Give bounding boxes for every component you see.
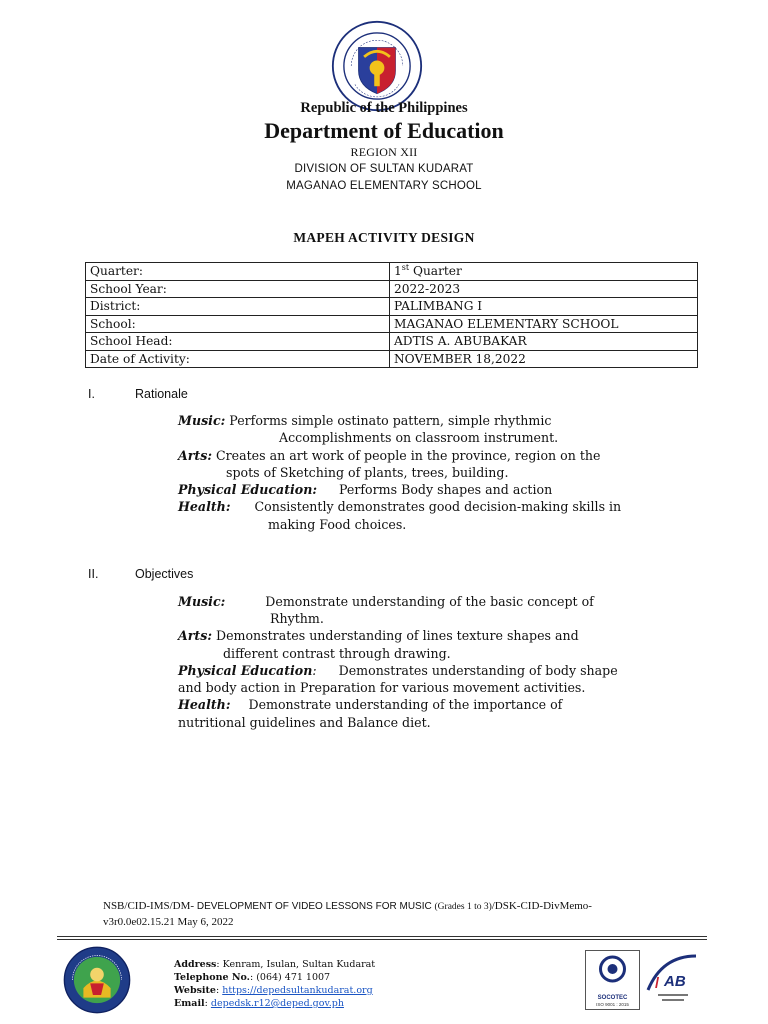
- iab-accreditation-logo: [642, 950, 702, 1008]
- rationale-pe: Physical Education: Performs Body shapes and action: [178, 482, 553, 497]
- info-value: 1st Quarter: [390, 263, 698, 281]
- svg-text:AB: AB: [664, 973, 686, 990]
- section-number: I.: [88, 387, 95, 401]
- objectives-arts-cont: different contrast through drawing.: [223, 646, 451, 661]
- rationale-arts: Arts: Creates an art work of people in the province, region on the: [178, 448, 601, 463]
- table-row: [86, 315, 698, 333]
- objectives-pe-cont: and body action in Preparation for various movement activities.: [178, 680, 586, 695]
- info-value: PALIMBANG I: [390, 298, 698, 316]
- objectives-pe: Physical Education: Demonstrates understanding of body shape: [178, 663, 618, 678]
- info-label: Quarter:: [86, 263, 390, 281]
- section-number: II.: [88, 567, 99, 581]
- objectives-music-cont: Rhythm.: [270, 611, 324, 626]
- rationale-health: Health: Consistently demonstrates good decision-making skills in: [178, 499, 622, 514]
- objectives-health: Health: Demonstrate understanding of the importance of: [178, 697, 563, 712]
- footer-divider: [57, 936, 707, 937]
- rationale-arts-cont: spots of Sketching of plants, trees, building.: [226, 465, 509, 480]
- objectives-arts: Arts: Demonstrates understanding of lines texture shapes and: [178, 628, 579, 643]
- telephone-line: Telephone No.: (064) 471 1007: [174, 972, 331, 983]
- deped-seal-logo: [331, 20, 423, 112]
- info-label: School:: [86, 315, 390, 333]
- svg-text:/: /: [655, 975, 660, 992]
- republic-label: Republic of the Philippines: [300, 100, 468, 116]
- website-line: Website: https://depedsultankudarat.org: [174, 985, 373, 996]
- footer-divider: [57, 939, 707, 940]
- table-row: [86, 350, 698, 368]
- objectives-music: Music: Demonstrate understanding of the basic concept of: [178, 594, 594, 609]
- info-label: Date of Activity:: [86, 350, 390, 368]
- department-title: Department of Education: [264, 118, 504, 143]
- info-label: School Year:: [86, 280, 390, 298]
- section-title-objectives: Objectives: [135, 567, 194, 581]
- table-row: [86, 263, 698, 281]
- section-title-rationale: Rationale: [135, 387, 188, 401]
- rationale-health-cont: making Food choices.: [268, 517, 407, 532]
- email-line: Email: depedsk.r12@deped.gov.ph: [174, 998, 344, 1009]
- info-value: NOVEMBER 18,2022: [390, 350, 698, 368]
- region-label: REGION XII: [350, 145, 418, 159]
- socotec-label: SOCOTEC: [597, 995, 628, 1001]
- socotec-mark-icon: [586, 951, 639, 991]
- website-link[interactable]: https://depedsultankudarat.org: [222, 985, 373, 996]
- activity-info-table: [85, 262, 698, 368]
- info-label: District:: [86, 298, 390, 316]
- info-value: 2022-2023: [390, 280, 698, 298]
- division-seal-logo: [63, 946, 131, 1014]
- email-link[interactable]: depedsk.r12@deped.gov.ph: [210, 998, 344, 1009]
- contact-block: [174, 958, 375, 1010]
- document-title: MAPEH ACTIVITY DESIGN: [293, 230, 475, 245]
- info-value: ADTIS A. ABUBAKAR: [390, 333, 698, 351]
- socotec-iso: ISO 9001 : 2015: [596, 1002, 629, 1007]
- table-row: [86, 280, 698, 298]
- info-value: MAGANAO ELEMENTARY SCHOOL: [390, 315, 698, 333]
- objectives-health-cont: nutritional guidelines and Balance diet.: [178, 715, 431, 730]
- table-row: [86, 333, 698, 351]
- info-label: School Head:: [86, 333, 390, 351]
- rationale-music-cont: Accomplishments on classroom instrument.: [279, 430, 559, 445]
- division-label: DIVISION OF SULTAN KUDARAT: [294, 163, 474, 175]
- rationale-music: Music: Performs simple ostinato pattern, simple rhythmic: [178, 413, 552, 428]
- socotec-certification-logo: [585, 950, 640, 1010]
- table-row: [86, 298, 698, 316]
- school-label: MAGANAO ELEMENTARY SCHOOL: [286, 180, 482, 192]
- memo-reference: NSB/CID-IMS/DM- DEVELOPMENT OF VIDEO LESSONS FOR MUSIC (Grades 1 to 3)/DSK-CID-DivMemo- v3r0.0e02.15.21 May 6, 2022: [103, 900, 592, 928]
- address-line: Address: Kenram, Isulan, Sultan Kudarat: [174, 959, 376, 970]
